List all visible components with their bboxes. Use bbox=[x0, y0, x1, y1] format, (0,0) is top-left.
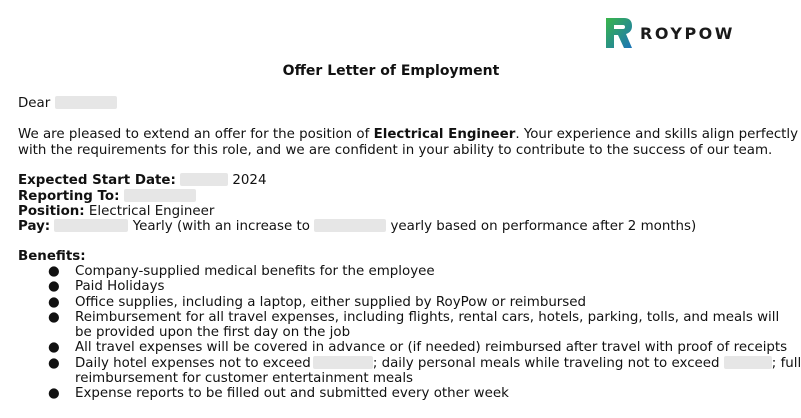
benefit-text: Expense reports to be filled out and submitted every other week bbox=[75, 386, 509, 402]
page-title: Offer Letter of Employment bbox=[282, 63, 500, 79]
intro-line-2: with the requirements for this role, and we are confident in your ability to contribute to the success of our team. bbox=[18, 143, 773, 158]
redacted-meal-limit bbox=[724, 356, 772, 369]
greeting: Dear bbox=[18, 96, 51, 111]
start-date-line bbox=[18, 173, 266, 189]
list-item-continuation bbox=[18, 325, 801, 340]
benefit-text: Reimbursement for all travel expenses, including flights, rental cars, hotels, parking, tolls, and meals will bbox=[75, 309, 780, 325]
pay-label: Pay: bbox=[18, 219, 51, 234]
benefit-text: be provided upon the first day on the job bbox=[75, 325, 351, 341]
list-item bbox=[18, 295, 801, 310]
bullet-icon: ● bbox=[48, 386, 60, 402]
greeting-line bbox=[18, 96, 117, 112]
bullet-icon: ● bbox=[48, 340, 60, 356]
list-item bbox=[18, 356, 801, 371]
bullet-icon: ● bbox=[48, 309, 60, 325]
reporting-line bbox=[18, 189, 196, 205]
list-item bbox=[18, 264, 801, 279]
benefit-text: All travel expenses will be covered in advance or (if needed) reimbursed after travel with proof of receipts bbox=[75, 340, 788, 356]
benefits-list bbox=[18, 264, 801, 402]
redacted-manager bbox=[124, 189, 196, 202]
position-value: Electrical Engineer bbox=[88, 204, 215, 219]
intro-part2: . Your experience and skills align perfectly bbox=[515, 127, 799, 142]
intro-position: Electrical Engineer bbox=[373, 127, 516, 142]
redacted-start-date bbox=[180, 173, 228, 186]
list-item bbox=[18, 279, 801, 294]
position-label: Position: bbox=[18, 204, 85, 219]
pay-text-2: yearly based on performance after 2 months) bbox=[390, 219, 697, 234]
benefit-text: Office supplies, including a laptop, either supplied by RoyPow or reimbursed bbox=[75, 294, 587, 310]
intro-line-1 bbox=[18, 127, 798, 143]
list-item bbox=[18, 386, 801, 401]
redacted-hotel-limit bbox=[313, 356, 373, 369]
bullet-icon: ● bbox=[48, 279, 60, 295]
benefit-text: ; daily personal meals while traveling not to exceed bbox=[372, 355, 720, 371]
start-date-label: Expected Start Date: bbox=[18, 173, 176, 188]
roypow-logo-mark-icon bbox=[604, 16, 634, 50]
list-item bbox=[18, 340, 801, 355]
benefit-text: ; full bbox=[771, 355, 801, 371]
benefit-text: Daily hotel expenses not to exceed bbox=[75, 355, 311, 371]
reporting-label: Reporting To: bbox=[18, 189, 120, 204]
redacted-pay-increase bbox=[314, 219, 386, 232]
pay-line bbox=[18, 219, 696, 235]
bullet-icon: ● bbox=[48, 355, 60, 371]
list-item-continuation bbox=[18, 371, 801, 386]
roypow-logo bbox=[604, 14, 735, 52]
intro-part1: We are pleased to extend an offer for the position of bbox=[18, 127, 374, 142]
benefits-heading-line bbox=[18, 249, 86, 265]
redacted-pay bbox=[54, 219, 128, 232]
benefits-heading: Benefits: bbox=[18, 249, 86, 264]
benefit-text: reimbursement for customer entertainment meals bbox=[75, 371, 414, 387]
pay-text-1: Yearly (with an increase to bbox=[132, 219, 310, 234]
start-year: 2024 bbox=[232, 173, 267, 188]
bullet-icon: ● bbox=[48, 294, 60, 310]
list-item bbox=[18, 310, 801, 325]
logo-text: ROYPOW bbox=[640, 23, 735, 43]
benefit-text: Company-supplied medical benefits for the employee bbox=[75, 264, 435, 279]
benefit-text: Paid Holidays bbox=[75, 279, 165, 295]
bullet-icon: ● bbox=[48, 264, 60, 279]
redacted-name bbox=[55, 96, 117, 109]
position-line bbox=[18, 204, 214, 220]
